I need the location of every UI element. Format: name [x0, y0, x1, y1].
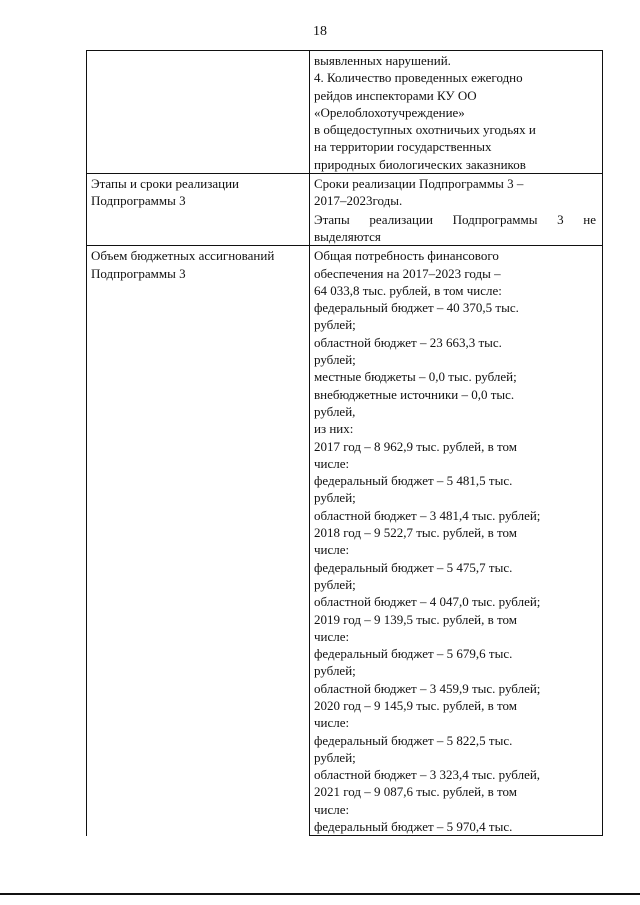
- budget-line: числе:: [314, 628, 350, 644]
- budget-line: рублей;: [314, 352, 356, 368]
- budget-label-cell: [87, 246, 310, 836]
- budget-line: рублей,: [314, 403, 356, 419]
- stages-line: Сроки реализации Подпрограммы 3 –: [314, 176, 524, 192]
- budget-line: федеральный бюджет – 5 475,7 тыс.: [314, 559, 513, 575]
- stages-last-line: выделяются: [314, 228, 381, 244]
- indicators-label-cell: [87, 51, 310, 174]
- indicators-line: природных биологических заказников: [314, 156, 526, 172]
- budget-line: областной бюджет – 3 323,4 тыс. рублей,: [314, 767, 541, 783]
- budget-line: из них:: [314, 421, 354, 437]
- budget-line: 2018 год – 9 522,7 тыс. рублей, в том: [314, 525, 517, 541]
- indicators-line: на территории государственных: [314, 139, 492, 155]
- stages-word: не: [583, 211, 596, 227]
- stages-word: Подпрограммы: [452, 211, 538, 227]
- budget-line: 2020 год – 9 145,9 тыс. рублей, в том: [314, 697, 517, 713]
- budget-line: обеспечения на 2017–2023 годы –: [314, 265, 501, 281]
- stages-word: 3: [557, 211, 564, 227]
- indicators-line: в общедоступных охотничьих угодьях и: [314, 122, 536, 138]
- budget-line: рублей;: [314, 317, 356, 333]
- budget-line: 2019 год – 9 139,5 тыс. рублей, в том: [314, 611, 517, 627]
- budget-line: 2021 год – 9 087,6 тыс. рублей, в том: [314, 784, 517, 800]
- budget-line: федеральный бюджет – 5 679,6 тыс.: [314, 646, 513, 662]
- budget-line: областной бюджет – 3 481,4 тыс. рублей;: [314, 507, 541, 523]
- subprogram-passport-table: [86, 50, 603, 836]
- budget-value-cell: [310, 246, 603, 836]
- budget-line: областной бюджет – 4 047,0 тыс. рублей;: [314, 594, 541, 610]
- budget-label-line: Объем бюджетных ассигнований: [91, 248, 275, 264]
- stages-line: 2017–2023годы.: [314, 193, 403, 209]
- stages-label-cell: [87, 174, 310, 246]
- page-number: 18: [313, 24, 327, 39]
- stages-word: Этапы: [314, 211, 350, 227]
- page-bottom-rule: [0, 893, 640, 895]
- budget-line: числе:: [314, 542, 350, 558]
- budget-line: местные бюджеты – 0,0 тыс. рублей;: [314, 369, 517, 385]
- stages-justified-line: [314, 211, 596, 228]
- budget-line: областной бюджет – 3 459,9 тыс. рублей;: [314, 680, 541, 696]
- budget-line: рублей;: [314, 749, 356, 765]
- budget-line: областной бюджет – 23 663,3 тыс.: [314, 334, 502, 350]
- table-row-budget: [87, 246, 603, 836]
- indicators-line: рейдов инспекторами КУ ОО: [314, 87, 477, 103]
- budget-line: федеральный бюджет – 5 822,5 тыс.: [314, 732, 513, 748]
- budget-line: Общая потребность финансового: [314, 248, 499, 264]
- indicators-line: 4. Количество проведенных ежегодно: [314, 70, 523, 86]
- stages-label-line: Подпрограммы 3: [91, 193, 186, 209]
- budget-line: федеральный бюджет – 5 970,4 тыс.: [314, 819, 513, 835]
- stages-value-cell: [310, 174, 603, 246]
- budget-line: рублей;: [314, 576, 356, 592]
- budget-line: рублей;: [314, 663, 356, 679]
- stages-label-line: Этапы и сроки реализации: [91, 176, 239, 192]
- table-row-stages: [87, 174, 603, 246]
- budget-line: федеральный бюджет – 40 370,5 тыс.: [314, 300, 519, 316]
- budget-line: 64 033,8 тыс. рублей, в том числе:: [314, 282, 502, 298]
- stages-word: реализации: [369, 211, 433, 227]
- budget-line: 2017 год – 8 962,9 тыс. рублей, в том: [314, 438, 517, 454]
- budget-line: рублей;: [314, 490, 356, 506]
- budget-label-line: Подпрограммы 3: [91, 265, 186, 281]
- indicators-value-cell: [310, 51, 603, 174]
- budget-line: федеральный бюджет – 5 481,5 тыс.: [314, 473, 513, 489]
- indicators-line: выявленных нарушений.: [314, 53, 451, 68]
- budget-line: числе:: [314, 715, 350, 731]
- budget-line: внебюджетные источники – 0,0 тыс.: [314, 386, 515, 402]
- table-row-indicators: [87, 51, 603, 174]
- budget-line: числе:: [314, 801, 350, 817]
- budget-line: числе:: [314, 455, 350, 471]
- indicators-line: «Орелоблохотучреждение»: [314, 104, 465, 120]
